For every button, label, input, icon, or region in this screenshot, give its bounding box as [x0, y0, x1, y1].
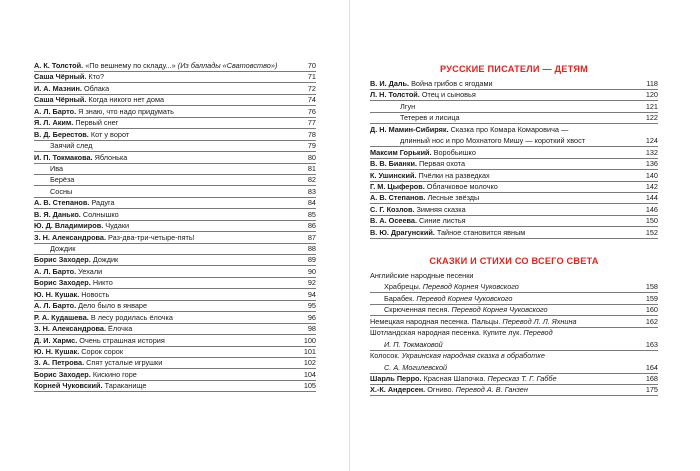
toc-entry[interactable]: Ива 81: [34, 165, 316, 176]
toc-entry[interactable]: В. В. Бианки. Первая охота 136: [370, 159, 658, 169]
page-number: 94: [307, 289, 316, 299]
page-number: 90: [307, 266, 316, 276]
page-number: 102: [303, 358, 316, 368]
toc-entry[interactable]: Барабек. Перевод Корнея Чуковского 159: [370, 295, 658, 306]
page-number: 100: [303, 335, 316, 345]
page-number: 78: [307, 129, 316, 139]
page-number: 146: [645, 204, 658, 214]
toc-entry[interactable]: Шотландская народная песенка. Купите лук. Перевод: [370, 328, 553, 338]
page-number: 104: [303, 369, 316, 379]
page-number: 79: [307, 141, 316, 151]
page-number: 140: [645, 170, 658, 180]
page-number: 84: [307, 198, 316, 208]
toc-entry-continued[interactable]: длинный нос и про Мохнатого Мишу — короткий хвост 124: [370, 137, 658, 148]
toc-entry[interactable]: Колосок. Украинская народная сказка в обработке: [370, 351, 545, 361]
page-number: 132: [645, 147, 658, 157]
page-number: 158: [645, 282, 658, 292]
page-number: 80: [307, 152, 316, 162]
toc-entry[interactable]: Немецкая народная песенка. Пальцы. Перевод Л. Л. Яхнина 162: [370, 316, 658, 326]
page-number: 89: [307, 255, 316, 265]
page-number: 175: [645, 385, 658, 395]
page-number: 85: [307, 209, 316, 219]
page-number: 160: [645, 305, 658, 315]
page-number: 92: [307, 278, 316, 288]
page-number: 101: [303, 346, 316, 356]
toc-entry[interactable]: Корней Чуковский. Тараканище 105: [34, 381, 316, 391]
page-number: 74: [307, 95, 316, 105]
toc-entry[interactable]: Я. Л. Аким. Первый снег 77: [34, 118, 316, 128]
toc-entry[interactable]: Д. И. Хармс. Очень страшная история 100: [34, 335, 316, 345]
toc-entry[interactable]: Тетерев и лисица 122: [370, 114, 658, 125]
right-toc-list-section2: [370, 272, 658, 398]
toc-entry[interactable]: В. А. Осеева. Синие листья 150: [370, 216, 658, 226]
toc-entry[interactable]: Максим Горький. Воробьишко 132: [370, 147, 658, 157]
toc-entry[interactable]: И. П. Токмакова. Яблонька 80: [34, 152, 316, 162]
toc-entry[interactable]: А. Л. Барто. Дело было в январе 95: [34, 301, 316, 311]
toc-entry[interactable]: В. И. Даль. Война грибов с ягодами 118: [370, 79, 658, 88]
toc-entry[interactable]: К. Ушинский. Пчёлки на разведках 140: [370, 170, 658, 180]
toc-group-title[interactable]: Английские народные песенки: [370, 271, 474, 280]
page-number: 77: [307, 118, 316, 128]
page-number: 163: [645, 339, 658, 349]
toc-entry[interactable]: И. А. Мазнин. Облака 72: [34, 83, 316, 93]
toc-entry[interactable]: Ю. Н. Кушак. Новость 94: [34, 289, 316, 299]
toc-entry[interactable]: Сосны 83: [34, 188, 316, 199]
page-number: 144: [645, 193, 658, 203]
page-number: 152: [645, 227, 658, 237]
page-number: 88: [307, 244, 316, 253]
toc-entry-continued[interactable]: С. А. Могилевской 164: [370, 364, 658, 375]
toc-entry[interactable]: Скрюченная песня. Перевод Корнея Чуковского 160: [370, 306, 658, 317]
toc-entry[interactable]: Лгун 121: [370, 103, 658, 114]
toc-entry[interactable]: А. В. Степанов. Радуга 84: [34, 198, 316, 208]
toc-entry[interactable]: Храбрецы. Перевод Корнея Чуковского 158: [370, 283, 658, 294]
toc-entry[interactable]: Берёза 82: [34, 176, 316, 187]
toc-entry[interactable]: З. Н. Александрова. Раз-два-три-четыре-пять! 87: [34, 232, 316, 242]
toc-entry[interactable]: А. Л. Барто. Я знаю, что надо придумать 76: [34, 106, 316, 116]
page-number: 98: [307, 324, 316, 334]
page-number: 83: [307, 186, 316, 196]
toc-entry[interactable]: Борис Заходер. Кискино горе 104: [34, 369, 316, 379]
page-number: 159: [645, 293, 658, 303]
section-heading-world-tales: СКАЗКИ И СТИХИ СО ВСЕГО СВЕТА: [429, 256, 599, 266]
toc-entry[interactable]: С. Г. Козлов. Зимняя сказка 146: [370, 204, 658, 214]
toc-entry[interactable]: Ю. Н. Кушак. Сорок сорок 101: [34, 346, 316, 356]
page-number: 164: [645, 362, 658, 372]
page-number: 150: [645, 216, 658, 226]
toc-entry[interactable]: Г. М. Цыферов. Облачковое молочко 142: [370, 181, 658, 191]
page-number: 76: [307, 106, 316, 116]
toc-entry[interactable]: Ю. Д. Владимиров. Чудаки 86: [34, 221, 316, 231]
toc-entry[interactable]: Л. Н. Толстой. Отец и сыновья 120: [370, 90, 658, 100]
toc-entry[interactable]: Борис Заходер. Никто 92: [34, 278, 316, 288]
toc-entry[interactable]: З. Н. Александрова. Ёлочка 98: [34, 324, 316, 334]
section-heading-russian-writers: РУССКИЕ ПИСАТЕЛИ — ДЕТЯМ: [440, 64, 588, 74]
right-page: [350, 0, 700, 471]
page-number: 72: [307, 83, 316, 93]
page-number: 121: [645, 101, 658, 111]
page-number: 162: [645, 316, 658, 326]
page-number: 96: [307, 312, 316, 322]
toc-entry[interactable]: Дождик 88: [34, 245, 316, 256]
page-number: 86: [307, 221, 316, 231]
page-number: 168: [645, 373, 658, 383]
toc-entry-continued[interactable]: И. П. Токмаковой 163: [370, 341, 658, 352]
page-number: 142: [645, 181, 658, 191]
toc-entry[interactable]: А. Л. Барто. Уехали 90: [34, 266, 316, 276]
page-number: 120: [645, 90, 658, 100]
page-number: 82: [307, 175, 316, 185]
page-number: 95: [307, 301, 316, 311]
toc-entry[interactable]: А. В. Степанов. Лесные звёзды 144: [370, 193, 658, 203]
toc-entry[interactable]: Борис Заходер. Дождик 89: [34, 255, 316, 265]
page-number: 124: [645, 136, 658, 146]
page-number: 118: [646, 79, 658, 88]
page-number: 81: [307, 163, 316, 173]
right-toc-list-section1: [370, 80, 658, 240]
page-number: 122: [645, 113, 658, 123]
toc-entry[interactable]: Саша Чёрный. Когда никого нет дома 74: [34, 95, 316, 105]
page-number: 136: [645, 159, 658, 169]
toc-entry[interactable]: Шарль Перро. Красная Шапочка. Пересказ Т. Г. Габбе 168: [370, 373, 658, 383]
toc-entry[interactable]: З. А. Петрова. Спят усталые игрушки 102: [34, 358, 316, 368]
toc-entry[interactable]: В. Я. Данько. Солнышко 85: [34, 209, 316, 219]
toc-entry[interactable]: Х.-К. Андерсен. Огниво. Перевод А. В. Ганзен 175: [370, 385, 658, 395]
toc-entry[interactable]: Р. А. Кудашева. В лесу родилась ёлочка 96: [34, 312, 316, 322]
toc-entry[interactable]: В. Ю. Драгунский. Тайное становится явным 152: [370, 227, 658, 237]
left-toc-list: [34, 62, 316, 394]
page-number: 71: [307, 72, 316, 82]
toc-entry[interactable]: Саша Чёрный. Кто? 71: [34, 72, 316, 82]
page-number: 87: [307, 232, 316, 242]
toc-entry[interactable]: Заячий след 79: [34, 142, 316, 153]
toc-entry[interactable]: В. Д. Берестов. Кот у ворот 78: [34, 129, 316, 139]
page-number: 70: [307, 61, 316, 70]
page-number: 105: [303, 381, 316, 391]
toc-entry[interactable]: А. К. Толстой. «По вешнему по складу...» (Из баллады «Сватовство») 70: [34, 61, 316, 70]
toc-entry[interactable]: Д. Н. Мамин-Сибиряк. Сказка про Комара Комаровича —: [370, 124, 569, 134]
